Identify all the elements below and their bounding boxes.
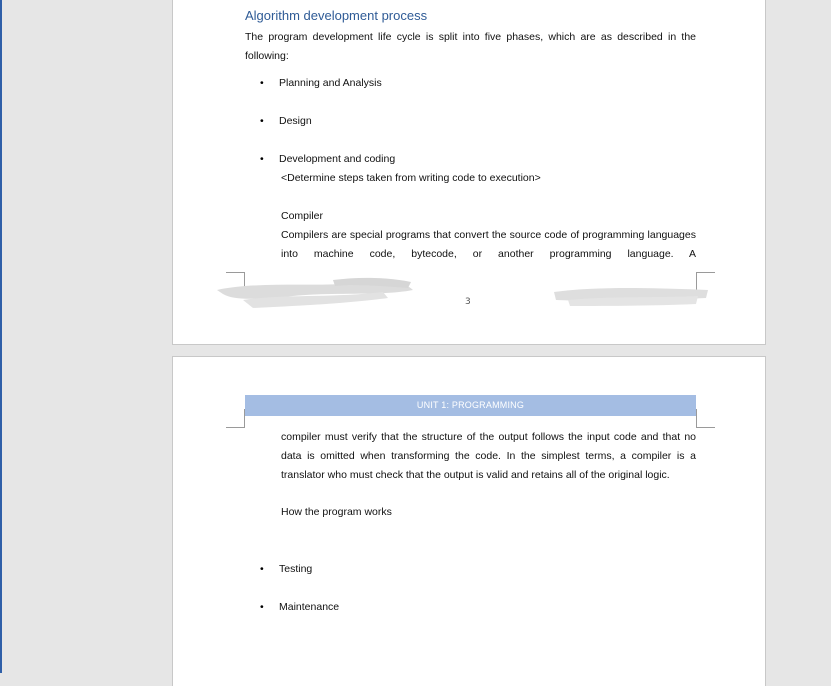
list-item: Testing — [279, 563, 313, 575]
header-banner: UNIT 1: PROGRAMMING — [245, 395, 696, 416]
bullet-marker: • — [260, 77, 264, 89]
bullet-marker: • — [260, 153, 264, 165]
list-item: Design — [279, 115, 312, 127]
intro-paragraph: The program development life cycle is split into five phases, which are as described in the following: — [245, 31, 696, 62]
list-item: Development and coding — [279, 153, 396, 165]
margin-corner-mark — [226, 409, 245, 428]
bullet-marker: • — [260, 115, 264, 127]
compiler-title: Compiler — [281, 210, 324, 222]
note-text: <Determine steps taken from writing code to execution> — [281, 172, 541, 184]
window-edge — [0, 0, 2, 673]
document-page-2 — [172, 356, 766, 686]
continued-paragraph: compiler must verify that the structure of the output follows the input code and that no data is omitted when transforming the code. In the simplest terms, a compiler is a translator who must check that the output is valid and retains all of the original logic. — [281, 431, 696, 481]
compiler-paragraph: Compilers are special programs that convert the source code of programming languages into machine code, bytecode, or another programming language. A — [281, 229, 696, 260]
bullet-marker: • — [260, 563, 264, 575]
list-item: Maintenance — [279, 601, 340, 613]
margin-corner-mark — [696, 409, 715, 428]
section-heading: Algorithm development process — [245, 8, 428, 23]
how-title: How the program works — [281, 506, 392, 518]
redaction-scribble — [213, 272, 423, 314]
document-page-1 — [172, 0, 766, 345]
list-item: Planning and Analysis — [279, 77, 382, 89]
page-number: 3 — [465, 297, 471, 307]
bullet-marker: • — [260, 601, 264, 613]
redaction-scribble — [548, 280, 718, 310]
